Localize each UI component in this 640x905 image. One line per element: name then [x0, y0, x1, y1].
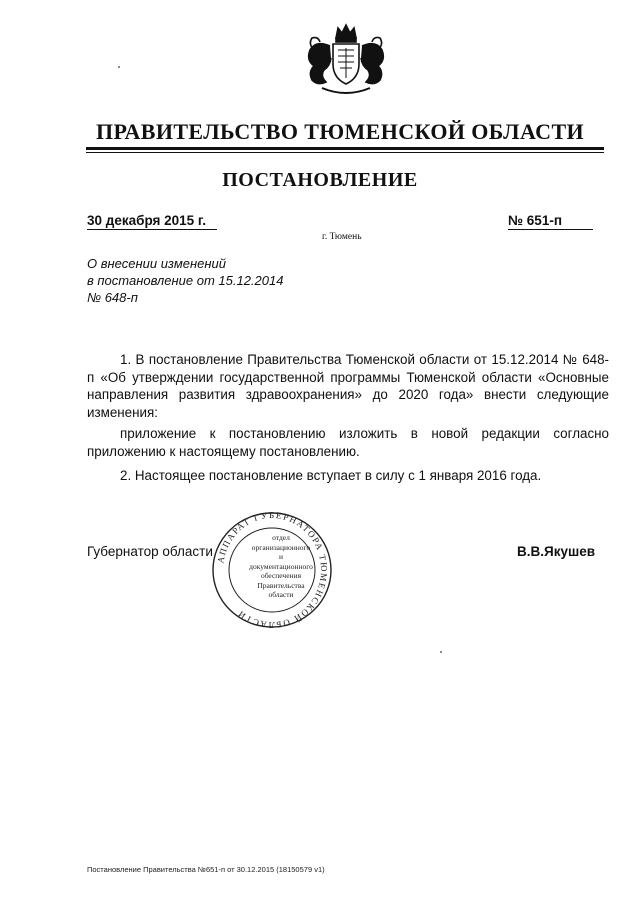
body-paragraph: приложение к постановлению изложить в новой редакции согласно приложению к настоящему постановлению. [87, 426, 609, 459]
footer-reference: Постановление Правительства №651-п от 30.12.2015 (18150579 v1) [87, 865, 325, 874]
subject-line: О внесении изменений [87, 256, 226, 271]
stamp-ring-text: АППАРАТ ГУБЕРНАТОРА ТЮМЕНСКОЙ ОБЛАСТИ [215, 510, 330, 630]
signatory-role: Губернатор области [87, 544, 213, 559]
body-paragraph: 1. В постановление Правительства Тюменской области от 15.12.2014 № 648-п «Об утверждении государственной программы Тюменской области «Основные направления развития здравоохранения» до 2020 года» внести следующие изменения: [87, 352, 609, 420]
scan-speck [118, 66, 120, 68]
body-paragraph: 2. Настоящее постановление вступает в силу с 1 января 2016 года. [120, 468, 542, 483]
document-number: № 651-п [508, 213, 593, 230]
signatory-name: В.В.Якушев [517, 544, 596, 559]
government-title: ПРАВИТЕЛЬСТВО ТЮМЕНСКОЙ ОБЛАСТИ [95, 119, 585, 144]
scan-speck [440, 651, 442, 653]
document-city: г. Тюмень [322, 232, 362, 242]
document-type: ПОСТАНОВЛЕНИЕ [222, 169, 418, 191]
subject-line: № 648-п [87, 290, 138, 305]
document-subject [87, 255, 347, 306]
document-date: 30 декабря 2015 г. [87, 213, 217, 230]
coat-of-arms-icon [300, 20, 392, 98]
subject-line: в постановление от 15.12.2014 [87, 273, 284, 288]
stamp-center-text: отдел организационного и документационного обеспечения Правительства области [249, 533, 313, 599]
title-rule-thick [86, 147, 604, 150]
document-body [87, 351, 609, 489]
title-rule-thin [86, 152, 604, 153]
